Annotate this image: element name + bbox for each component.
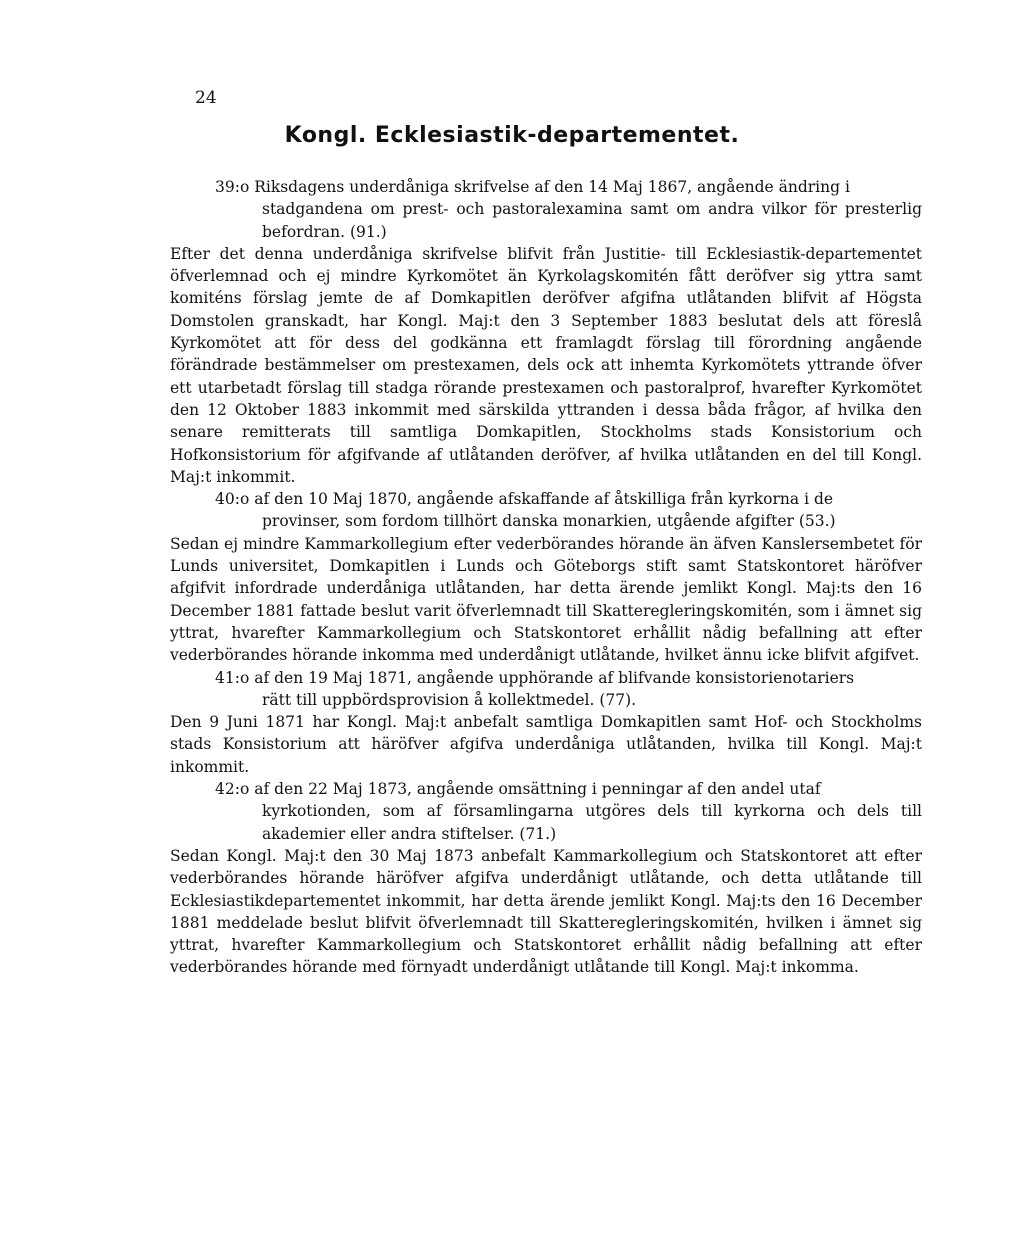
department-title: Kongl. Ecklesiastik-departementet. bbox=[284, 123, 740, 148]
item-heading bbox=[170, 667, 922, 712]
item-body: Sedan ej mindre Kammarkollegium efter vederbörandes hörande än äfven Kanslersembetet för Lunds universitet, Domkapitlen i Lunds och Göteborgs stift samt Statskontoret häröfver afgifvit infordrade underdåniga utlåtanden, har detta ärende jemlikt Kongl. Maj:ts den 16 December 1881 fattade beslut varit öfverlemnadt till Skatteregleringskomitén, som i ämnet sig yttrat, hvarefter Kammarkollegium och Statskontoret erhållit nådig befallning att efter vederbörandes hörande inkomma med underdånigt utlåtande, hvilket ännu icke blifvit afgifvet. bbox=[170, 534, 922, 665]
item-heading-continuation: kyrkotionden, som af församlingarna utgöres dels till kyrkorna och dels till akademier eller andra stiftelser. (71.) bbox=[262, 802, 922, 843]
item-body: Sedan Kongl. Maj:t den 30 Maj 1873 anbefalt Kammarkollegium och Statskontoret att efter vederbörandes hörande häröfver afgifva underdånigt utlåtande, och detta utlåtande till Ecklesiastikdepartementet inkommit, har detta ärende jemlikt Kongl. Maj:ts den 16 December 1881 meddelade beslut blifvit öfverlemnadt till Skatteregleringskomitén, hvilken i ämnet sig yttrat, hvarefter Kammarkollegium och Statskontoret erhållit nådig befallning att efter vederbörandes hörande med förnyadt underdånigt utlåtande till Kongl. Maj:t inkomma. bbox=[170, 846, 922, 977]
item-42 bbox=[170, 778, 922, 979]
item-heading bbox=[170, 488, 922, 533]
item-39 bbox=[170, 176, 922, 488]
body-text bbox=[170, 176, 922, 979]
page-number: 24 bbox=[195, 88, 217, 108]
item-41 bbox=[170, 667, 922, 778]
item-heading-continuation: rätt till uppbördsprovision å kollektmedel. (77). bbox=[262, 690, 637, 709]
item-heading bbox=[170, 176, 922, 243]
item-40 bbox=[170, 488, 922, 666]
item-body: Den 9 Juni 1871 har Kongl. Maj:t anbefalt samtliga Domkapitlen samt Hof- och Stockholms stads Konsistorium att häröfver afgifva underdåniga utlåtanden, hvilka till Kongl. Maj:t inkommit. bbox=[170, 713, 922, 776]
item-heading-continuation: provinser, som fordom tillhört danska monarkien, utgående afgifter (53.) bbox=[262, 512, 836, 531]
item-heading-first-line: 40:o af den 10 Maj 1870, angående afskaffande af åtskilliga från kyrkorna i de bbox=[215, 490, 834, 509]
item-heading-first-line: 41:o af den 19 Maj 1871, angående upphörande af blifvande konsistorienotariers bbox=[215, 668, 855, 687]
item-heading bbox=[170, 778, 922, 845]
item-body: Efter det denna underdåniga skrifvelse blifvit från Justitie- till Ecklesiastik-departementet öfverlemnad och ej mindre Kyrkomötet än Kyrkolagskomitén fått deröfver sig yttra samt komiténs förslag jemte de af Domkapitlen deröfver afgifna utlåtanden blifvit af Högsta Domstolen granskadt, har Kongl. Maj:t den 3 September 1883 beslutat dels att föreslå Kyrkomötet att för dess del godkänna ett framlagdt förslag till förordning angående förändrade bestämmelser om prestexamen, dels ock att inhemta Kyrkomötets yttrande öfver ett utarbetadt förslag till stadga rörande prestexamen och pastoralprof, hvarefter Kyrkomötet den 12 Oktober 1883 inkommit med särskilda yttranden i dessa båda frågor, af hvilka den senare remitterats till samtliga Domkapitlen, Stockholms stads Konsistorium och Hofkonsistorium för afgifvande af utlåtanden deröfver, af hvilka utlåtanden en del till Kongl. Maj:t inkommit. bbox=[170, 244, 922, 486]
item-heading-first-line: 42:o af den 22 Maj 1873, angående omsättning i penningar af den andel utaf bbox=[215, 780, 821, 799]
item-heading-first-line: 39:o Riksdagens underdåniga skrifvelse af den 14 Maj 1867, angående ändring i bbox=[215, 178, 850, 196]
item-heading-continuation: stadgandena om prest- och pastoralexamina samt om andra vilkor för presterlig befordran. (91.) bbox=[262, 200, 922, 241]
